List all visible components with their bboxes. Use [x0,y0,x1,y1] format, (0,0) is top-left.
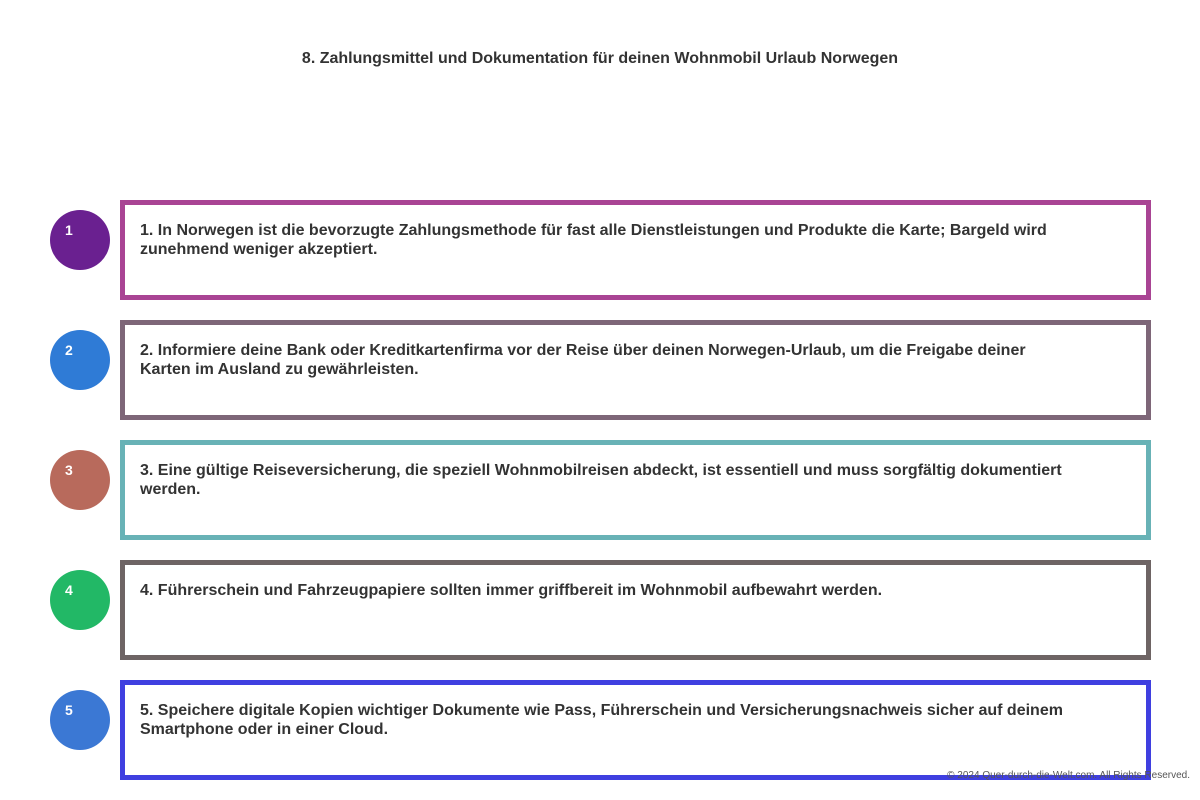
step-text-4: 4. Führerschein und Fahrzeugpapiere sollten immer griffbereit im Wohnmobil aufbewahrt werden. [140,582,883,599]
step-row-5 [0,680,1200,780]
step-circle-1 [50,210,110,270]
step-row-2 [0,320,1200,420]
step-number-2: 2 [65,342,73,358]
step-circle-5 [50,690,110,750]
step-box-2 [120,320,1151,420]
step-circle-4 [50,570,110,630]
step-circle-2 [50,330,110,390]
step-box-3 [120,440,1151,540]
page-title: 8. Zahlungsmittel und Dokumentation für deinen Wohnmobil Urlaub Norwegen [301,50,899,67]
step-number-1: 1 [65,222,73,238]
step-number-5: 5 [65,702,73,718]
step-box-1 [120,200,1151,300]
step-text-1: 1. In Norwegen ist die bevorzugte Zahlungsmethode für fast alle Dienstleistungen und Produkte die Karte; Bargeld wird zunehmend weniger akzeptiert. [140,222,1047,258]
step-circle-3 [50,450,110,510]
step-number-3: 3 [65,462,73,478]
step-number-4: 4 [65,582,73,598]
step-text-5: 5. Speichere digitale Kopien wichtiger Dokumente wie Pass, Führerschein und Versicherungsnachweis sicher auf deinem Smartphone oder in einer Cloud. [140,702,1063,738]
step-row-1 [0,200,1200,300]
step-text-2: 2. Informiere deine Bank oder Kreditkartenfirma vor der Reise über deinen Norwegen-Urlaub, um die Freigabe deiner Karten im Ausland zu gewährleisten. [140,342,1026,378]
step-box-5 [120,680,1151,780]
step-row-4 [0,560,1200,660]
step-text-3: 3. Eine gültige Reiseversicherung, die speziell Wohnmobilreisen abdeckt, ist essentiell und muss sorgfältig dokumentiert werden. [140,462,1062,498]
step-row-3 [0,440,1200,540]
footer-copyright: © 2024 Quer-durch-die-Welt.com. All Rights Reserved. [947,770,1190,781]
step-box-4 [120,560,1151,660]
